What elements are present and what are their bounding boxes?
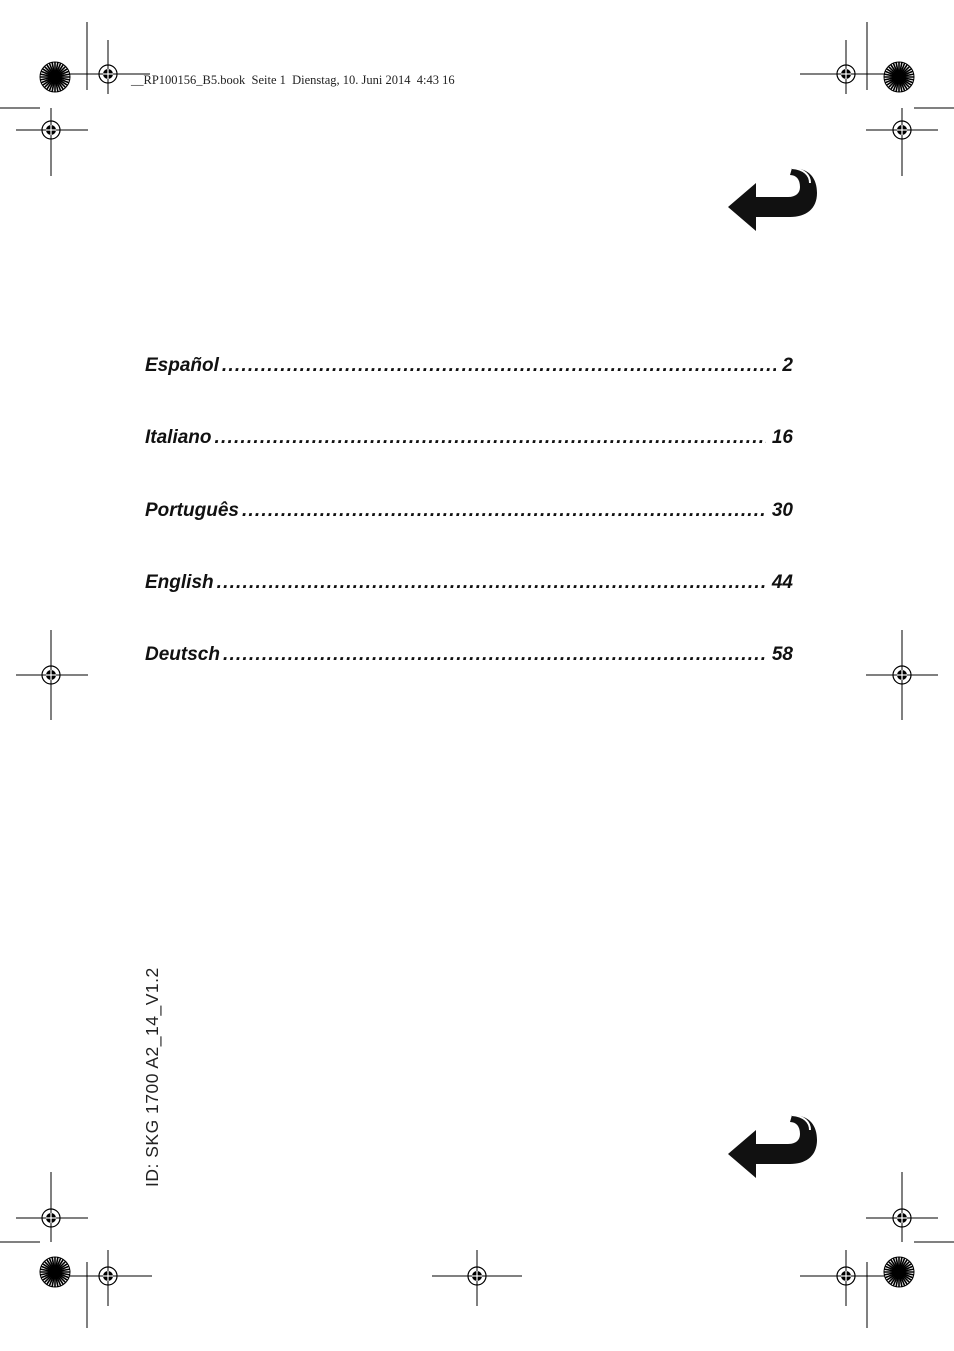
toc-entry-page: 16 xyxy=(771,427,793,449)
toc-entry-label: Español xyxy=(145,355,219,376)
curved-return-arrow-icon xyxy=(726,165,818,233)
toc-entry-deutsch[interactable] xyxy=(145,644,793,716)
document-id: ID: SKG 1700 A2_14_V1.2 xyxy=(142,967,162,1187)
toc-entry-page: 30 xyxy=(771,499,793,521)
table-of-contents xyxy=(145,355,793,716)
file-info-header: __RP100156_B5.book Seite 1 Dienstag, 10. Juni 2014 4:43 16 xyxy=(131,73,455,87)
toc-entry-page: 58 xyxy=(771,644,793,666)
toc-leader-dots xyxy=(217,572,766,594)
toc-entry-page: 2 xyxy=(782,355,793,376)
toc-entry-english[interactable] xyxy=(145,572,793,644)
toc-entry-label: Deutsch xyxy=(145,644,220,666)
toc-entry-page: 44 xyxy=(771,571,793,593)
toc-leader-dots xyxy=(223,644,766,666)
toc-leader-dots xyxy=(215,427,766,449)
toc-entry-italiano[interactable] xyxy=(145,427,793,499)
toc-leader-dots xyxy=(242,500,766,522)
curved-return-arrow-icon xyxy=(726,1112,818,1180)
toc-entry-portugues[interactable] xyxy=(145,500,793,572)
toc-entry-label: English xyxy=(145,571,214,593)
toc-leader-dots xyxy=(222,355,777,377)
toc-entry-label: Italiano xyxy=(145,427,212,449)
toc-entry-label: Português xyxy=(145,499,239,521)
toc-entry-espanol[interactable] xyxy=(145,355,793,427)
